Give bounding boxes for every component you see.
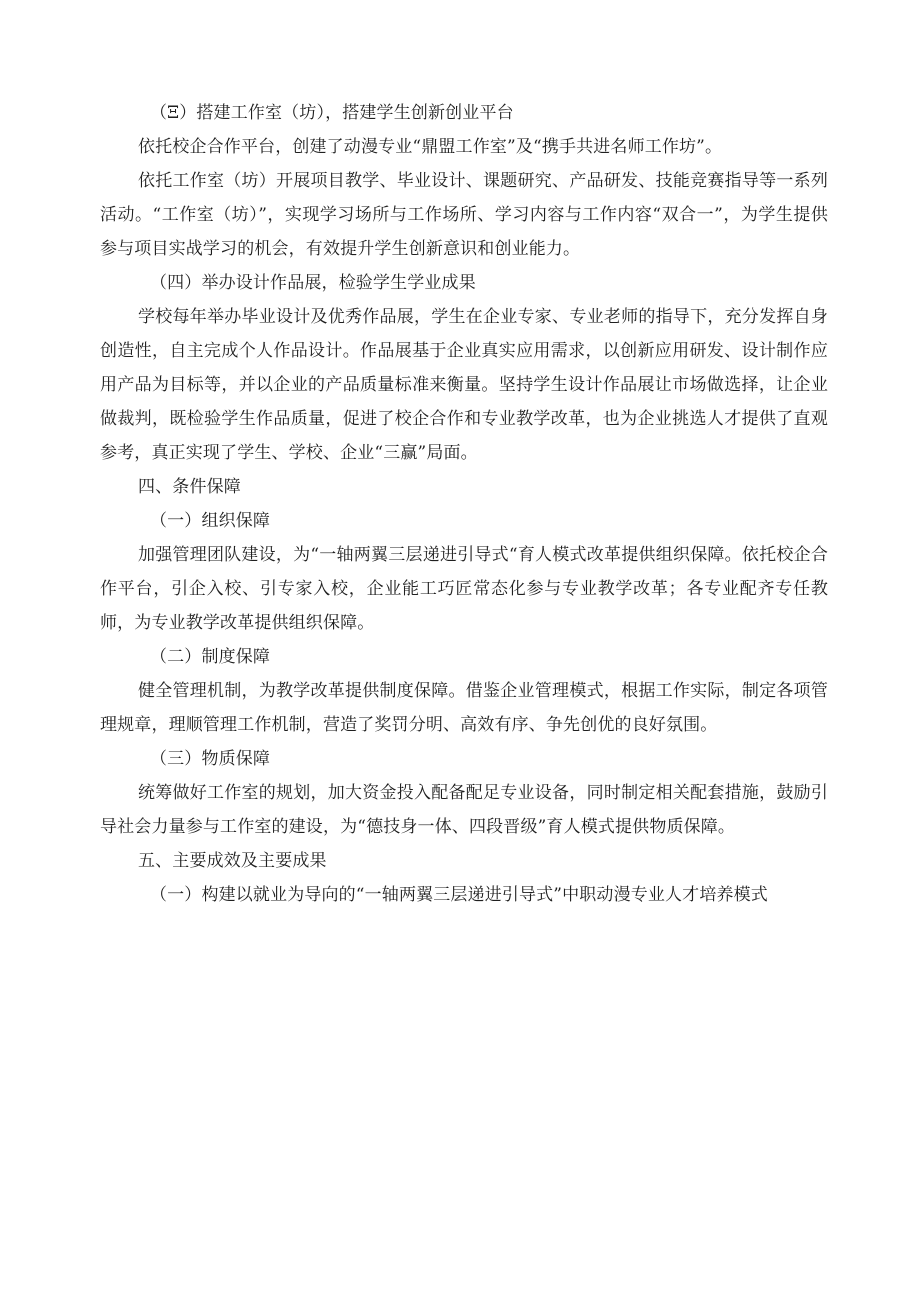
subheading-training-model: （一）构建以就业为导向的“一轴两翼三层递进引导式”中职动漫专业人才培养模式	[150, 885, 768, 905]
subheading-design-exhibition: （四）举办设计作品展，检验学生学业成果	[150, 273, 476, 293]
subheading-system: （二）制度保障	[150, 647, 271, 667]
subheading-studio-platform: （Ξ）搭建工作室（坊），搭建学生创新创业平台	[150, 103, 514, 123]
document-body	[100, 96, 828, 912]
paragraph-studio-activities: 依托工作室（坊）开展项目教学、毕业设计、课题研究、产品研发、技能竞赛指导等一系列活动。“工作室（坊）”，实现学习场所与工作场所、学习内容与工作内容“双合一”，为学生提供参与项目实战学习的机会，有效提升学生创新意识和创业能力。	[100, 171, 828, 259]
section-heading-conditions: 四、条件保障	[138, 477, 241, 497]
paragraph-organization: 加强管理团队建设，为“一轴两翼三层递进引导式“育人模式改革提供组织保障。依托校企合作平台，引企入校、引专家入校，企业能工巧匠常态化参与专业教学改革；各专业配齐专任教师，为专业教学改革提供组织保障。	[100, 545, 828, 633]
subheading-organization: （一）组织保障	[150, 511, 271, 531]
section-heading-results: 五、主要成效及主要成果	[138, 851, 327, 871]
paragraph-design-exhibition: 学校每年举办毕业设计及优秀作品展，学生在企业专家、专业老师的指导下，充分发挥自身创造性，自主完成个人作品设计。作品展基于企业真实应用需求，以创新应用研发、设计制作应用产品为目标等，并以企业的产品质量标准来衡量。坚持学生设计作品展让市场做选择，让企业做裁判，既检验学生作品质量，促进了校企合作和专业教学改革，也为企业挑选人才提供了直观参考，真正实现了学生、学校、企业“三赢”局面。	[100, 307, 828, 463]
paragraph-system: 健全管理机制，为教学改革提供制度保障。借鉴企业管理模式，根据工作实际，制定各项管理规章，理顺管理工作机制，营造了奖罚分明、高效有序、争先创优的良好氛围。	[100, 681, 828, 735]
subheading-material: （三）物质保障	[150, 749, 271, 769]
paragraph-material: 统筹做好工作室的规划，加大资金投入配备配足专业设备，同时制定相关配套措施，鼓励引导社会力量参与工作室的建设，为“德技身一体、四段晋级”育人模式提供物质保障。	[100, 783, 828, 837]
paragraph-studio-creation: 依托校企合作平台，创建了动漫专业“鼎盟工作室”及“携手共进名师工作坊”。	[138, 137, 723, 157]
